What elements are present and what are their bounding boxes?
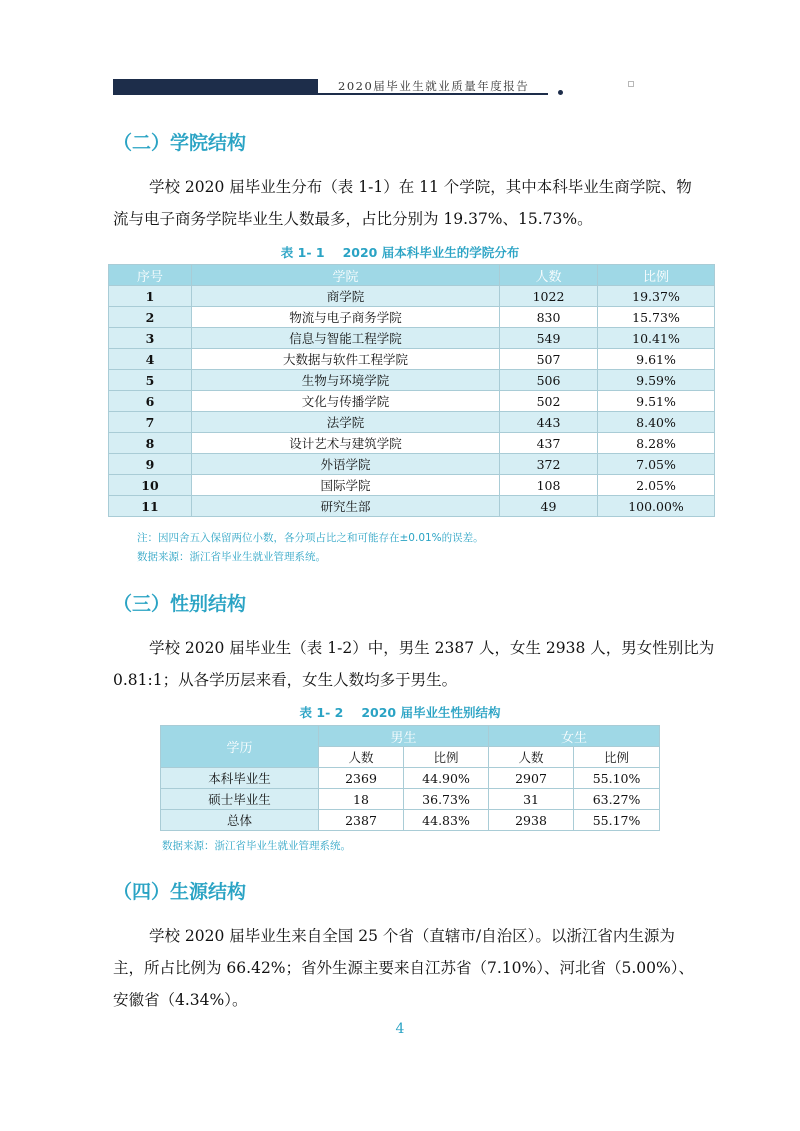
cell-index: 4 [109,349,192,370]
cell-count: 506 [500,370,598,391]
table-row [161,810,660,831]
table-row [109,475,715,496]
cell-ratio: 9.61% [598,349,715,370]
cell-count: 549 [500,328,598,349]
cell-count: 1022 [500,286,598,307]
subheader-count: 人数 [319,747,404,768]
cell-college: 大数据与软件工程学院 [192,349,500,370]
cell-college: 法学院 [192,412,500,433]
paragraph-line: 安徽省（4.34%）。 [113,991,248,1009]
cell-college: 生物与环境学院 [192,370,500,391]
table-row [109,433,715,454]
header-title: 2020届毕业生就业质量年度报告 [338,79,530,93]
header-mark-decoration [628,81,634,87]
subheader-count: 人数 [489,747,574,768]
cell-count: 830 [500,307,598,328]
column-header: 人数 [500,265,598,286]
cell-college: 国际学院 [192,475,500,496]
paragraph-line: 流与电子商务学院毕业生人数最多，占比分别为 19.37%、15.73%。 [113,210,593,228]
cell-ratio: 8.40% [598,412,715,433]
cell-count: 443 [500,412,598,433]
cell-male-ratio: 44.90% [404,768,489,789]
table-header-row [109,265,715,286]
cell-ratio: 15.73% [598,307,715,328]
cell-female-count: 2907 [489,768,574,789]
table-row [109,286,715,307]
table2-caption-number: 表 1- 2 [299,705,344,720]
cell-female-ratio: 63.27% [574,789,660,810]
table2-caption [0,703,800,721]
cell-college: 文化与传播学院 [192,391,500,412]
subheader-ratio: 比例 [404,747,489,768]
table-row [109,454,715,475]
table-row [109,307,715,328]
paragraph-line: 0.81:1；从各学历层来看，女生人数均多于男生。 [113,671,458,689]
paragraph-line: 学校 2020 届毕业生来自全国 25 个省（直辖市/自治区）。以浙江省内生源为 [149,927,675,945]
cell-ratio: 100.00% [598,496,715,517]
section-heading-origin: （四）生源结构 [113,881,247,903]
table-row [109,349,715,370]
table2-caption-text: 2020 届毕业生性别结构 [361,705,501,720]
paragraph-gender [113,632,715,696]
section-heading-college: （二）学院结构 [113,132,247,154]
cell-degree: 本科毕业生 [161,768,319,789]
cell-index: 3 [109,328,192,349]
cell-college: 物流与电子商务学院 [192,307,500,328]
column-header: 序号 [109,265,192,286]
table-row [161,789,660,810]
cell-college: 信息与智能工程学院 [192,328,500,349]
section-heading-gender: （三）性别结构 [113,593,247,615]
cell-ratio: 19.37% [598,286,715,307]
paragraph-origin [113,920,698,1016]
cell-female-count: 31 [489,789,574,810]
cell-male-ratio: 44.83% [404,810,489,831]
table-row [109,412,715,433]
table-row [109,328,715,349]
cell-male-count: 2369 [319,768,404,789]
table-header-row [161,726,660,747]
column-header: 比例 [598,265,715,286]
cell-female-ratio: 55.10% [574,768,660,789]
cell-index: 7 [109,412,192,433]
table-row [161,768,660,789]
cell-female-count: 2938 [489,810,574,831]
table-row [109,391,715,412]
cell-male-ratio: 36.73% [404,789,489,810]
cell-ratio: 9.59% [598,370,715,391]
cell-index: 2 [109,307,192,328]
paragraph-line: 学校 2020 届毕业生分布（表 1-1）在 11 个学院，其中本科毕业生商学院、物 [149,178,692,196]
cell-ratio: 10.41% [598,328,715,349]
cell-count: 372 [500,454,598,475]
cell-college: 研究生部 [192,496,500,517]
cell-index: 1 [109,286,192,307]
cell-college: 商学院 [192,286,500,307]
cell-index: 11 [109,496,192,517]
cell-college: 设计艺术与建筑学院 [192,433,500,454]
cell-count: 507 [500,349,598,370]
cell-index: 5 [109,370,192,391]
cell-count: 108 [500,475,598,496]
cell-female-ratio: 55.17% [574,810,660,831]
paragraph-college [113,171,698,235]
cell-degree: 硕士毕业生 [161,789,319,810]
cell-male-count: 2387 [319,810,404,831]
table-college-distribution [108,264,715,517]
page-number: 4 [395,1021,405,1037]
cell-ratio: 2.05% [598,475,715,496]
cell-college: 外语学院 [192,454,500,475]
table-row [109,496,715,517]
cell-degree: 总体 [161,810,319,831]
table1-source: 数据来源：浙江省毕业生就业管理系统。 [137,551,326,563]
cell-count: 502 [500,391,598,412]
cell-count: 437 [500,433,598,454]
table-gender-structure [160,725,660,831]
cell-index: 10 [109,475,192,496]
cell-count: 49 [500,496,598,517]
header-bar [113,79,318,95]
table1-note: 注：因四舍五入保留两位小数，各分项占比之和可能存在±0.01%的误差。 [137,532,484,544]
cell-index: 8 [109,433,192,454]
column-header-female: 女生 [489,726,660,747]
cell-male-count: 18 [319,789,404,810]
column-header: 学院 [192,265,500,286]
cell-index: 9 [109,454,192,475]
table2-source: 数据来源：浙江省毕业生就业管理系统。 [162,840,351,852]
cell-ratio: 8.28% [598,433,715,454]
cell-ratio: 7.05% [598,454,715,475]
paragraph-line: 主，所占比例为 66.42%；省外生源主要来自江苏省（7.10%）、河北省（5.00%）、 [113,959,695,977]
column-header-degree: 学历 [161,726,319,768]
table1-caption-text: 2020 届本科毕业生的学院分布 [342,245,520,260]
table1-caption [0,243,800,261]
table-row [109,370,715,391]
header-dot-decoration [558,90,563,95]
cell-index: 6 [109,391,192,412]
table1-caption-number: 表 1- 1 [280,245,325,260]
column-header-male: 男生 [319,726,489,747]
cell-ratio: 9.51% [598,391,715,412]
paragraph-line: 学校 2020 届毕业生（表 1-2）中，男生 2387 人，女生 2938 人，男女性别比为 [149,639,715,657]
subheader-ratio: 比例 [574,747,660,768]
